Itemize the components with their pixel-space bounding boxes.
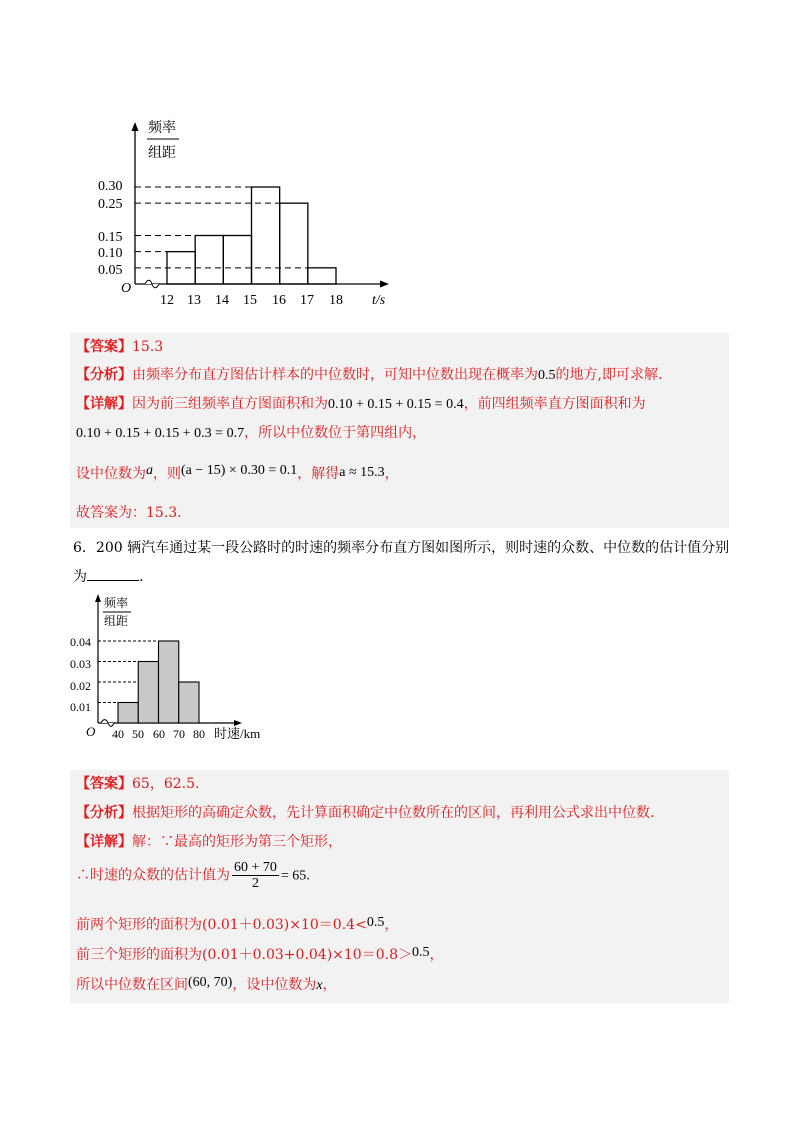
histogram-bar [179, 682, 199, 723]
detail-text: 设中位数为 [76, 466, 146, 482]
y-tick-label: 0.04 [70, 635, 91, 649]
x-tick-label: 80 [193, 727, 205, 741]
fraction-denominator: 2 [251, 876, 259, 891]
detail-line-2 [76, 423, 426, 444]
x-tick-label: 40 [112, 727, 124, 741]
detail-text: 因为前三组频率直方图面积和为 [132, 396, 328, 412]
detail-math: 0.5 [411, 945, 430, 960]
histogram-bar [118, 703, 138, 724]
detail-tag: 【详解】 [76, 834, 132, 850]
detail-math: a ≈ 15.3 [339, 465, 385, 480]
x-axis-label: t/s [372, 293, 386, 308]
analysis-tag: 【分析】 [76, 367, 132, 383]
answer-value: 65，62.5. [132, 776, 200, 792]
analysis-text: 根据矩形的高确定众数，先计算面积确定中位数所在的区间，再利用公式求出中位数. [132, 805, 655, 821]
answer-line [76, 774, 199, 794]
x-tick-label: 12 [160, 293, 174, 308]
analysis-tag: 【分析】 [76, 805, 132, 821]
y-label-bottom: 组距 [104, 614, 129, 628]
detail-text: 所以中位数在区间 [76, 977, 188, 993]
analysis-text: 由频率分布直方图估计样本的中位数时，可知中位数出现在概率为 [132, 367, 538, 383]
x-tick-label: 14 [215, 293, 229, 308]
x-tick-label: 17 [300, 293, 314, 308]
y-tick-label: 0.02 [70, 679, 91, 693]
detail-math: 0.10 + 0.15 + 0.15 = 0.4 [328, 397, 464, 412]
x-axis-label: 时速/km [214, 726, 261, 741]
histogram-bar [252, 187, 280, 284]
bars [167, 187, 336, 284]
detail-text: ， [429, 947, 444, 963]
histogram-bar [223, 236, 251, 285]
histogram-bar [138, 662, 158, 724]
detail-math: 0.10 + 0.15 + 0.15 + 0.3 = 0.7 [76, 426, 245, 441]
x-tick-label: 50 [132, 727, 144, 741]
histogram-bar [308, 268, 336, 284]
detail-math: (60, 70) [188, 975, 233, 990]
x-axis-arrow [380, 281, 389, 288]
y-axis-arrow [132, 122, 139, 131]
variable-a: a [146, 463, 153, 478]
detail-math: 0.5 [366, 915, 385, 930]
y-tick-label: 0.05 [98, 263, 123, 278]
detail-text: ， [384, 466, 399, 482]
histogram-bar [195, 236, 223, 285]
question-text: . [139, 569, 144, 585]
detail-line-1 [76, 832, 342, 852]
detail-text: 解：∵最高的矩形为第三个矩形， [132, 834, 342, 850]
detail-text: ，解得 [297, 466, 340, 482]
answer-tag: 【答案】 [76, 776, 132, 792]
y-tick-label: 0.03 [70, 657, 91, 671]
y-tick-label: 0.15 [98, 230, 123, 245]
detail-line-3 [76, 461, 399, 484]
detail-text: ， [384, 917, 399, 933]
detail-line-2 [76, 860, 310, 891]
detail-text: ，所以中位数位于第四组内， [244, 425, 427, 441]
fraction-numerator: 60 + 70 [234, 860, 277, 875]
answer-tag: 【答案】 [76, 339, 132, 355]
detail-line-1 [76, 394, 646, 415]
detail-tag: 【详解】 [76, 396, 132, 412]
detail-text: ，设中位数为 [232, 977, 317, 993]
detail-math: (a − 15) × 0.30 = 0.1 [181, 463, 298, 478]
histogram-bar [280, 203, 308, 284]
x-tick-label: 13 [187, 293, 201, 308]
detail-math: . [306, 868, 310, 884]
origin-label: O [86, 724, 96, 739]
detail-line-5 [76, 973, 337, 996]
y-axis-arrow [95, 594, 101, 602]
axis-break [145, 280, 159, 288]
x-tick-label: 16 [272, 293, 286, 308]
x-tick-label: 60 [153, 727, 165, 741]
detail-text: 前两个矩形的面积为(0.01＋0.03)×10＝0.4< [76, 917, 367, 933]
analysis-line [76, 365, 662, 386]
mode-fraction [232, 860, 279, 891]
x-tick-label: 15 [243, 293, 257, 308]
detail-text: ，则 [153, 466, 181, 482]
analysis-math: 0.5 [538, 368, 556, 383]
detail-math: = 65 [280, 868, 307, 884]
answer-line [76, 337, 163, 357]
y-label-bottom: 组距 [148, 146, 176, 161]
question-6-line-1: 6．200 辆汽车通过某一段公路时的时速的频率分布直方图如图所示，则时速的众数、中位数的估计值分别 [73, 540, 730, 556]
origin-label: O [121, 281, 132, 296]
histogram-1 [90, 112, 410, 317]
detail-text: ，前四组频率直方图面积和为 [463, 396, 646, 412]
analysis-text-end: 的地方,即可求解. [555, 367, 663, 383]
y-tick-label: 0.25 [98, 197, 123, 212]
histogram-2 [68, 590, 283, 745]
y-label-top: 频率 [104, 596, 129, 610]
x-tick-label: 18 [329, 293, 343, 308]
detail-text: ， [322, 977, 337, 993]
final-answer: 故答案为：15.3. [76, 505, 182, 521]
answer-blank [87, 568, 139, 581]
detail-line-4 [76, 943, 443, 965]
question-text: 为 [73, 569, 87, 585]
y-tick-label: 0.10 [98, 246, 123, 261]
y-label-top: 频率 [148, 121, 176, 136]
histogram-bar [159, 641, 179, 723]
variable-x: x [316, 978, 323, 993]
x-tick-label: 70 [173, 727, 185, 741]
detail-text: ∴时速的众数的估计值为 [76, 867, 230, 884]
y-tick-label: 0.30 [98, 179, 123, 194]
detail-line-3 [76, 913, 398, 935]
y-tick-label: 0.01 [70, 700, 91, 714]
solution-panel-2 [70, 770, 729, 1003]
analysis-line [76, 803, 654, 823]
solution-panel-1 [70, 333, 729, 528]
axis-break [101, 720, 114, 727]
question-6-line-2 [73, 567, 143, 587]
detail-text: 前三个矩形的面积为(0.01＋0.03+0.04)×10＝0.8＞ [76, 947, 412, 963]
answer-value: 15.3 [132, 339, 164, 355]
guide-lines [135, 187, 308, 268]
